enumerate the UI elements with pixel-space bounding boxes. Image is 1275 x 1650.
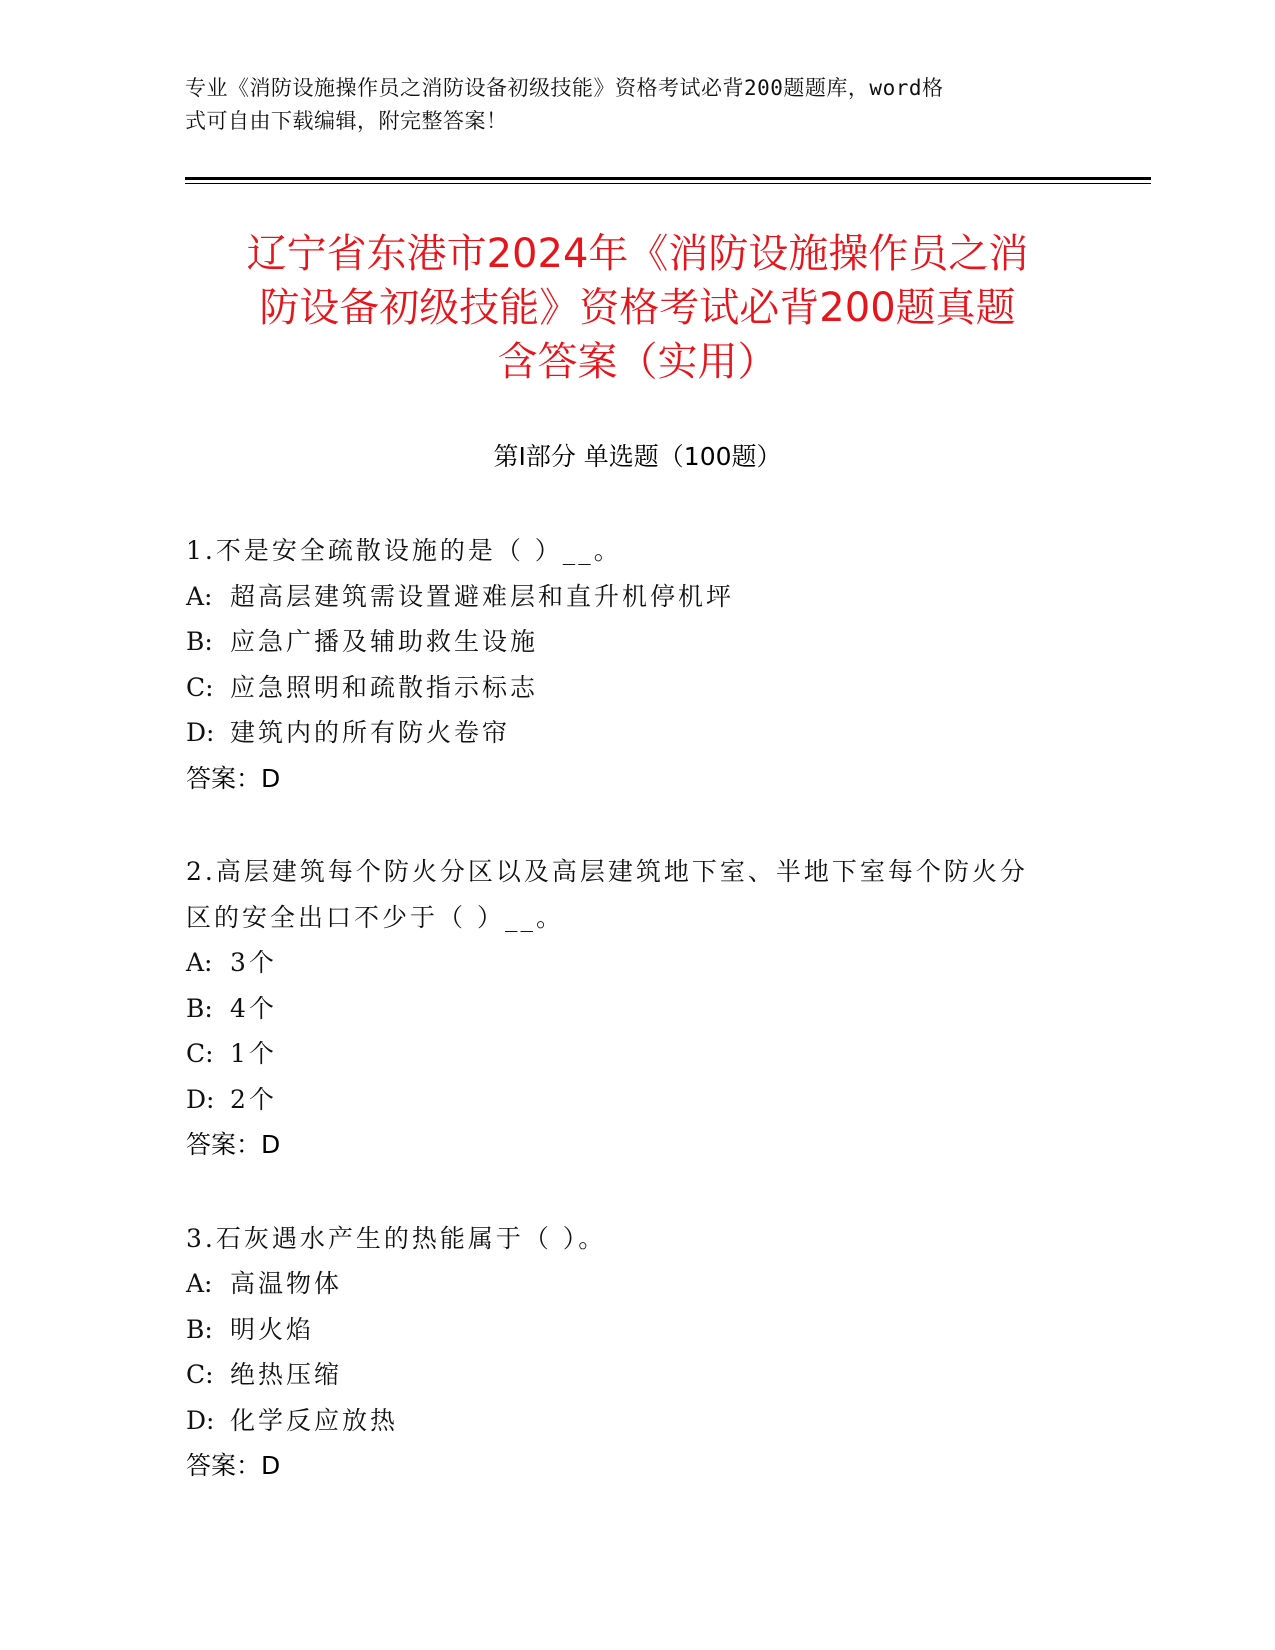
option-key: C:	[186, 1360, 214, 1389]
option-b	[186, 619, 1066, 665]
question-stem: 1.不是安全疏散设施的是（ ）__。	[186, 536, 622, 565]
option-text: 1个	[230, 1039, 277, 1068]
option-text: 3个	[230, 948, 277, 977]
question-stem: 3.石灰遇水产生的热能属于（ ）。	[186, 1223, 607, 1253]
question-stem-continued: 区的安全出口不少于（ ）__。	[186, 902, 564, 932]
option-d	[186, 1077, 1066, 1123]
answer-line: 答案：D	[186, 763, 281, 793]
option-key: A:	[186, 948, 213, 977]
option-text: 4个	[230, 993, 277, 1023]
option-d	[186, 710, 1066, 756]
option-text: 高温物体	[230, 1269, 343, 1298]
option-text: 绝热压缩	[230, 1360, 343, 1389]
option-a	[186, 940, 1066, 986]
option-text: 2个	[230, 1084, 277, 1114]
document-title-line-3: 含答案（实用）	[497, 339, 778, 385]
header-note	[185, 72, 1065, 138]
option-b	[186, 986, 1066, 1032]
option-key: B:	[186, 1314, 213, 1344]
document-title-line-1: 辽宁省东港市2024年《消防设施操作员之消	[246, 231, 1029, 277]
option-key: D:	[186, 718, 215, 747]
option-text: 应急照明和疏散指示标志	[230, 672, 539, 702]
question-3	[186, 1216, 1066, 1489]
question-2	[186, 849, 1066, 1168]
option-text: 化学反应放热	[230, 1405, 399, 1435]
option-text: 明火焰	[230, 1314, 315, 1344]
option-key: A:	[186, 581, 213, 611]
header-note-line-2: 式可自由下载编辑，附完整答案！	[185, 109, 508, 133]
header-divider-thick	[185, 177, 1151, 180]
section-heading: 第Ⅰ部分 单选题（100题）	[493, 442, 782, 471]
option-a	[186, 574, 1066, 620]
header-divider-thin	[185, 183, 1151, 184]
option-key: C:	[186, 1039, 214, 1068]
option-c	[186, 665, 1066, 711]
option-key: B:	[186, 993, 213, 1023]
header-note-line-1: 专业《消防设施操作员之消防设备初级技能》资格考试必背200题题库，word格	[185, 76, 944, 100]
answer-line: 答案：D	[186, 1451, 281, 1480]
question-stem: 2.高层建筑每个防火分区以及高层建筑地下室、半地下室每个防火分	[186, 857, 1028, 886]
option-d	[186, 1398, 1066, 1444]
document-title	[150, 227, 1125, 389]
question-1	[186, 528, 1066, 801]
option-c	[186, 1031, 1066, 1077]
answer-line: 答案：D	[186, 1130, 281, 1159]
option-key: D:	[186, 1084, 215, 1114]
option-key: B:	[186, 627, 213, 656]
option-key: D:	[186, 1405, 215, 1435]
option-c	[186, 1352, 1066, 1398]
option-a	[186, 1261, 1066, 1307]
option-text: 建筑内的所有防火卷帘	[230, 718, 511, 747]
document-title-line-2: 防设备初级技能》资格考试必背200题真题	[259, 285, 1016, 331]
option-text: 应急广播及辅助救生设施	[230, 627, 539, 656]
option-key: C:	[186, 672, 214, 702]
option-text: 超高层建筑需设置避难层和直升机停机坪	[230, 581, 735, 611]
option-key: A:	[186, 1269, 213, 1298]
question-list	[186, 528, 1066, 1537]
option-b	[186, 1307, 1066, 1353]
